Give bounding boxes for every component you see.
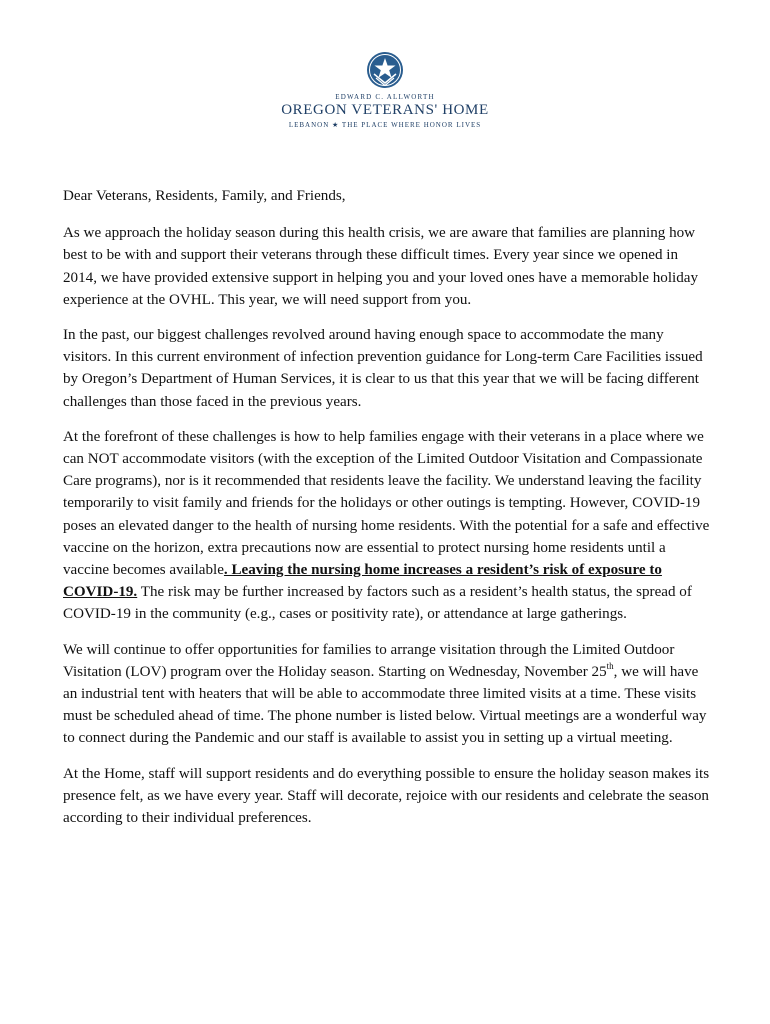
paragraph-5: At the Home, staff will support residents and do everything possible to ensure the holiday season makes its presence felt, as we have every year. Staff will decorate, rejoice with our residents and celebrate the season according to their individual preferences. [63,765,710,827]
paragraph-4 [63,639,713,750]
paragraph-3-text-b: The risk may be further increased by factors such as a resident’s health status, the spread of COVID-19 in the community (e.g., cases or positivity rate), or attendance at large gatherings. [63,584,692,623]
letterhead-org-name: OREGON VETERANS' HOME [281,102,489,118]
letter-body [63,185,713,842]
paragraph-3 [63,426,713,626]
letterhead-subtitle: EDWARD C. ALLWORTH [335,93,435,101]
star-shield-icon [365,50,405,90]
paragraph-3-emphasis: . Leaving the nursing home increases a resident’s risk of exposure to COVID-19. [63,562,662,601]
salutation: Dear Veterans, Residents, Family, and Friends, [63,188,346,204]
letterhead-tagline: LEBANON ★ THE PLACE WHERE HONOR LIVES [288,121,482,129]
paragraph-3-text-a: At the forefront of these challenges is how to help families engage with their veterans in a place where we can NOT accommodate visitors (with the exception of the Limited Outdoor Visitation and Compassionate Care programs), nor is it recommended that residents leave the facility. We understand leaving the facility temporarily to visit family and friends for the holidays or other outings is tempting. However, COVID-19 poses an elevated danger to the health of nursing home residents. With the potential for a safe and effective vaccine on the horizon, extra precautions now are essential to protect nursing home residents until a vaccine becomes available [63,428,710,579]
paragraph-4-ordinal: th [606,660,614,671]
letterhead [270,50,500,129]
paragraph-1: As we approach the holiday season during this health crisis, we are aware that families are planning how best to be with and support their veterans through these difficult times. Every year since we opened in 2014, we have provided extensive support in helping you and your loved ones have a memorable holiday experience at the OVHL. This year, we will need support from you. [63,225,699,308]
paragraph-2: In the past, our biggest challenges revolved around having enough space to accommodate the many visitors. In this current environment of infection prevention guidance for Long-term Care Facilities issued by Oregon’s Department of Human Services, it is clear to us that this year that we will be facing different challenges than those faced in the previous years. [63,327,703,410]
paragraph-4-text-a: We will continue to offer opportunities for families to arrange visitation through the Limited Outdoor Visitation (LOV) program over the Holiday season. Starting on Wednesday, November 25 [63,641,675,680]
paragraph-4-text-b: , we will have an industrial tent with heaters that will be able to accommodate three limited visits at a time. These visits must be scheduled ahead of time. The phone number is listed below. Virtual meetings are a wonderful way to connect during the Pandemic and our staff is available to assist you in setting up a virtual meeting. [63,663,707,747]
